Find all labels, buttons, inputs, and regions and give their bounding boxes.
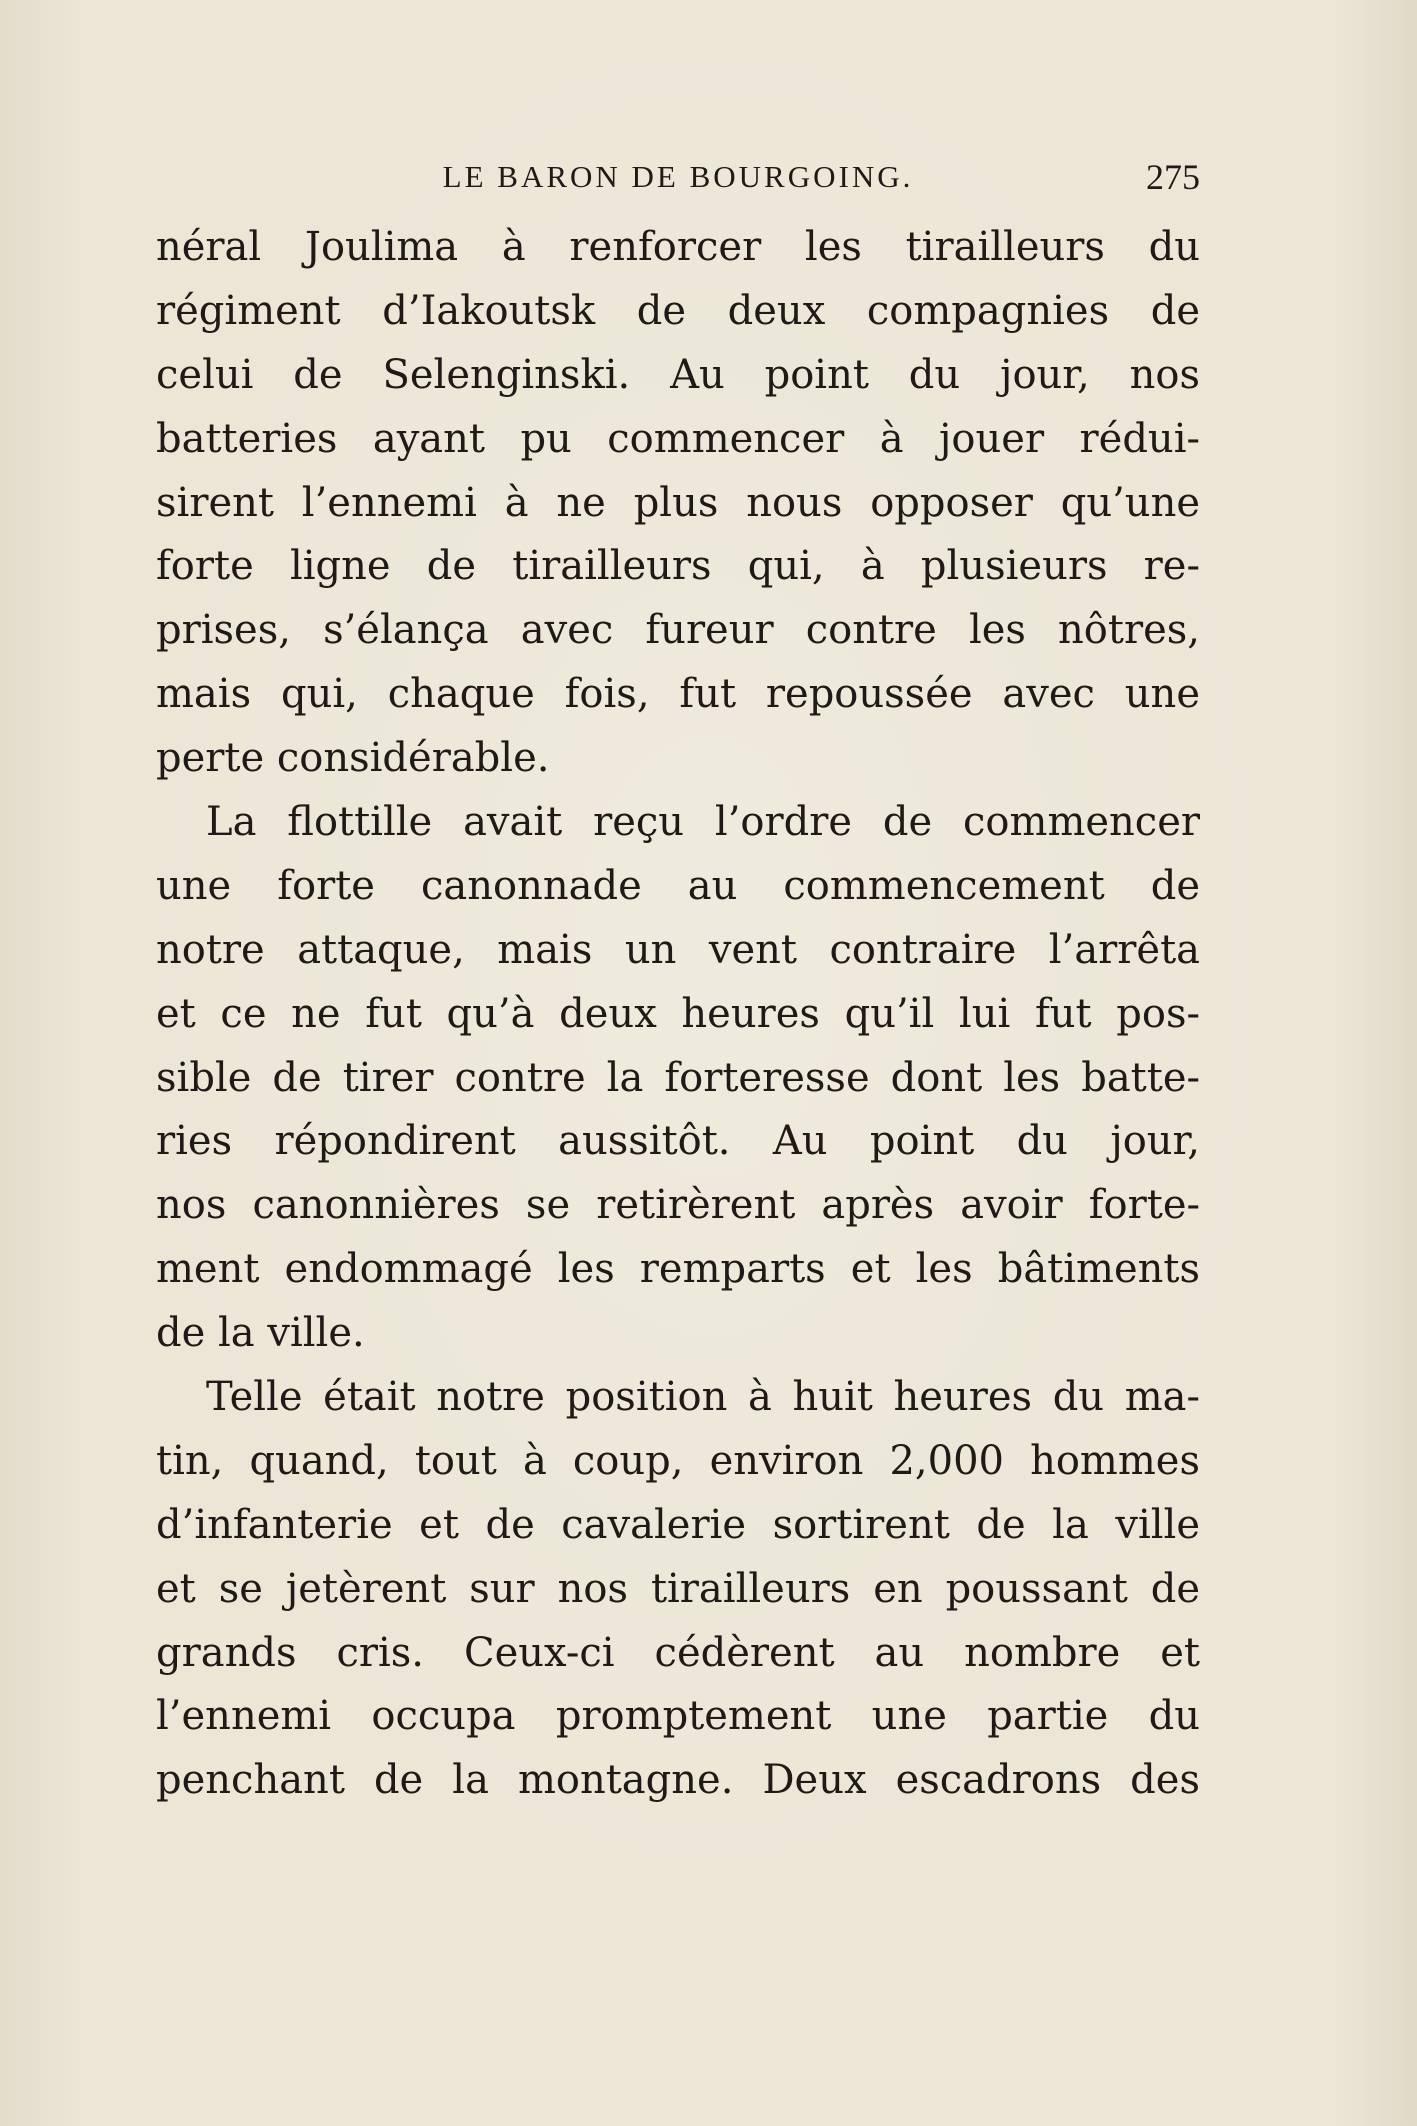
text-line: d’infanterie et de cavalerie sortirent de la ville (156, 1501, 1200, 1548)
text-line: et ce ne fut qu’à deux heures qu’il lui fut pos- (156, 990, 1200, 1037)
text-line: sible de tirer contre la forteresse dont les batte- (156, 1054, 1200, 1101)
text-line: batteries ayant pu commencer à jouer rédui- (156, 415, 1200, 462)
running-title: LE BARON DE BOURGOING. (442, 159, 914, 194)
text-line: forte ligne de tirailleurs qui, à plusieurs re- (156, 543, 1200, 590)
text-line: ment endommagé les remparts et les bâtiments (156, 1246, 1200, 1293)
running-head (156, 152, 1200, 202)
body-text (156, 216, 1200, 1813)
text-line: néral Joulima à renforcer les tirailleurs du (156, 224, 1200, 270)
text-line: et se jetèrent sur nos tirailleurs en poussant de (156, 1565, 1200, 1612)
paragraph-end-line: perte considérable. (156, 735, 550, 782)
page-number: 275 (1146, 157, 1200, 197)
text-line: l’ennemi occupa promptement une partie du (156, 1693, 1200, 1740)
text-line: nos canonnières se retirèrent après avoir forte- (156, 1182, 1200, 1229)
text-line: mais qui, chaque fois, fut repoussée avec une (156, 671, 1200, 718)
paragraph-end-line: de la ville. (156, 1310, 365, 1357)
text-line: sirent l’ennemi à ne plus nous opposer qu’une (156, 479, 1200, 526)
text-line: prises, s’élança avec fureur contre les nôtres, (156, 607, 1200, 654)
text-line: une forte canonnade au commencement de (156, 862, 1200, 909)
text-line: celui de Selenginski. Au point du jour, nos (156, 351, 1200, 398)
paragraph-start-line: La flottille avait reçu l’ordre de commencer (206, 799, 1200, 846)
text-line: tin, quand, tout à coup, environ 2,000 hommes (156, 1437, 1200, 1484)
paragraph-start-line: Telle était notre position à huit heures du ma- (206, 1374, 1200, 1421)
text-line: notre attaque, mais un vent contraire l’arrêta (156, 926, 1200, 973)
text-line: penchant de la montagne. Deux escadrons des (156, 1757, 1200, 1804)
text-line: régiment d’Iakoutsk de deux compagnies de (156, 287, 1200, 334)
text-line: ries répondirent aussitôt. Au point du jour, (156, 1118, 1200, 1165)
text-line: grands cris. Ceux-ci cédèrent au nombre et (156, 1629, 1200, 1676)
